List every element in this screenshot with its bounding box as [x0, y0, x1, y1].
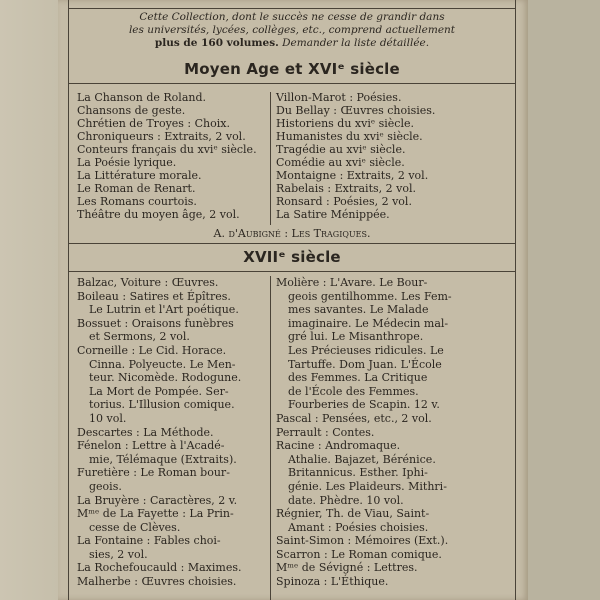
section2-left-entry: La Fontaine : Fables choi-: [77, 534, 221, 548]
section2-left-entry: cesse de Clèves.: [89, 520, 181, 534]
section1-right-entry: Du Bellay : Œuvres choisies.: [276, 104, 436, 117]
section2-right-entry: Athalie. Bajazet, Bérénice.: [288, 452, 436, 466]
section2-right-entry: Molière : L'Avare. Le Bour-: [276, 276, 428, 289]
section2-right-entry: gré lui. Le Misanthrope.: [288, 330, 424, 344]
section2-left-entry: teur. Nicomède. Rodogune.: [89, 371, 242, 385]
section2-left-entry: Balzac, Voiture : Œuvres.: [77, 276, 219, 289]
section2-right-entry: génie. Les Plaideurs. Mithri-: [288, 479, 447, 493]
section2-right-entry: Perrault : Contes.: [276, 425, 375, 439]
section2-right-entry: Mᵐᵉ de Sévigné : Lettres.: [276, 561, 418, 575]
section2-left-entry: La Mort de Pompée. Ser-: [89, 384, 229, 398]
section1-left-entry: Le Roman de Renart.: [77, 182, 196, 195]
section2-right-entry: date. Phèdre. 10 vol.: [288, 493, 404, 507]
section1-left-entry: La Littérature morale.: [77, 169, 202, 182]
section2-right-entry: geois gentilhomme. Les Fem-: [288, 289, 452, 303]
section2-right-entry: Amant : Poésies choisies.: [288, 520, 429, 534]
section2-left-entry: Malherbe : Œuvres choisies.: [77, 575, 237, 589]
section1-left-entry: Théâtre du moyen âge, 2 vol.: [77, 208, 240, 221]
section2-left-entry: geois.: [89, 479, 122, 493]
section1-right-entry: Tragédie au xviᵉ siècle.: [276, 143, 406, 156]
section2-right-entry: Scarron : Le Roman comique.: [276, 547, 442, 561]
section-title-xviie: XVIIᵉ siècle: [243, 248, 341, 266]
section2-right-entry: Tartuffe. Dom Juan. L'École: [288, 357, 442, 371]
intro-line-2: les universités, lycées, collèges, etc., comprend actuellement: [128, 24, 456, 36]
section2-right-entry: mes savantes. Le Malade: [288, 303, 429, 317]
section1-right-entry: Comédie au xviᵉ siècle.: [276, 156, 405, 169]
section2-right-entry: Spinoza : L'Éthique.: [276, 575, 389, 589]
section1-left-entry: Chroniqueurs : Extraits, 2 vol.: [77, 130, 246, 143]
section1-left-column: [77, 91, 267, 221]
section1-left-entry: Chansons de geste.: [77, 104, 186, 117]
section2-right-entry: Régnier, Th. de Viau, Saint-: [276, 507, 430, 521]
section1-left-entry: Les Romans courtois.: [77, 195, 197, 208]
section2-right-entry: des Femmes. La Critique: [288, 371, 428, 385]
top-rule: [69, 0, 515, 9]
section2-right-entry: Pascal : Pensées, etc., 2 vol.: [276, 411, 432, 425]
section1-right-entry: Humanistes du xviᵉ siècle.: [276, 130, 423, 143]
section2-right-column: [276, 276, 511, 589]
intro-line-3-rest: Demander la liste détaillée.: [278, 37, 430, 49]
intro-volume-count: plus de 160 volumes.: [154, 37, 279, 49]
section2-left-entry: Cinna. Polyeucte. Le Men-: [89, 357, 236, 371]
intro-text: [69, 11, 515, 50]
section1-right-entry: Historiens du xviᵉ siècle.: [276, 117, 414, 130]
section2-left-entry: sies, 2 vol.: [89, 547, 148, 561]
section2-left-entry: Boileau : Satires et Épîtres.: [77, 289, 231, 303]
section2-left-entry: Corneille : Le Cid. Horace.: [77, 343, 227, 357]
section1-bottom-rule: [69, 243, 515, 244]
background-right: [525, 0, 600, 600]
section2-right-entry: Fourberies de Scapin. 12 v.: [288, 398, 440, 412]
background-left: [0, 0, 58, 600]
section2-right-entry: Racine : Andromaque.: [276, 439, 401, 453]
section2-right-entry: Britannicus. Esther. Iphi-: [288, 466, 428, 480]
section2-left-entry: torius. L'Illusion comique.: [89, 398, 235, 412]
section2-left-entry: La Rochefoucauld : Maximes.: [77, 561, 242, 575]
section2-left-entry: Descartes : La Méthode.: [77, 425, 214, 439]
section1-left-entry: La Poésie lyrique.: [77, 156, 177, 169]
section1-right-entry: La Satire Ménippée.: [276, 208, 390, 221]
section1-right-entry: Rabelais : Extraits, 2 vol.: [276, 182, 416, 195]
section2-left-entry: La Bruyère : Caractères, 2 v.: [77, 493, 238, 507]
section-title-moyen-age: Moyen Age et XVIᵉ siècle: [184, 60, 400, 78]
section2-left-entry: Furetière : Le Roman bour-: [77, 466, 230, 480]
section1-left-entry: Chrétien de Troyes : Choix.: [77, 117, 230, 130]
section2-left-entry: et Sermons, 2 vol.: [89, 330, 190, 344]
section2-left-entry: Fénelon : Lettre à l'Acadé-: [77, 439, 225, 453]
section2-right-entry: de l'École des Femmes.: [288, 384, 419, 398]
intro-line-1: Cette Collection, dont le succès ne cesse de grandir dans: [139, 11, 445, 23]
section2-right-entry: imaginaire. Le Médecin mal-: [288, 316, 449, 330]
section2-left-entry: 10 vol.: [89, 411, 127, 425]
section1-right-entry: Villon-Marot : Poésies.: [276, 91, 402, 104]
section1-left-entry: Conteurs français du xviᵉ siècle.: [77, 143, 257, 156]
page-frame: [68, 0, 516, 600]
section1-left-entry: La Chanson de Roland.: [77, 91, 207, 104]
section2-right-entry: Les Précieuses ridicules. Le: [288, 343, 444, 357]
section2-left-entry: Bossuet : Oraisons funèbres: [77, 316, 234, 330]
section2-left-column: [77, 276, 267, 589]
section2-left-entry: mie, Télémaque (Extraits).: [89, 452, 237, 466]
section1-top-rule: [69, 83, 515, 84]
book-page: [58, 0, 528, 600]
section2-top-rule: [69, 271, 515, 272]
section1-right-entry: Montaigne : Extraits, 2 vol.: [276, 169, 429, 182]
section2-right-entry: Saint-Simon : Mémoires (Ext.).: [276, 534, 449, 548]
section2-column-divider: [270, 276, 271, 600]
section1-right-column: [276, 91, 511, 221]
section2-left-entry: Mᵐᵉ de La Fayette : La Prin-: [77, 507, 234, 521]
section1-right-entry: Ronsard : Poésies, 2 vol.: [276, 195, 412, 208]
intro-line-3: [69, 37, 515, 50]
section1-column-divider: [270, 92, 271, 225]
section1-footer: A. d'Aubigné : Les Tragiques.: [213, 227, 371, 240]
section2-left-entry: Le Lutrin et l'Art poétique.: [89, 303, 239, 317]
